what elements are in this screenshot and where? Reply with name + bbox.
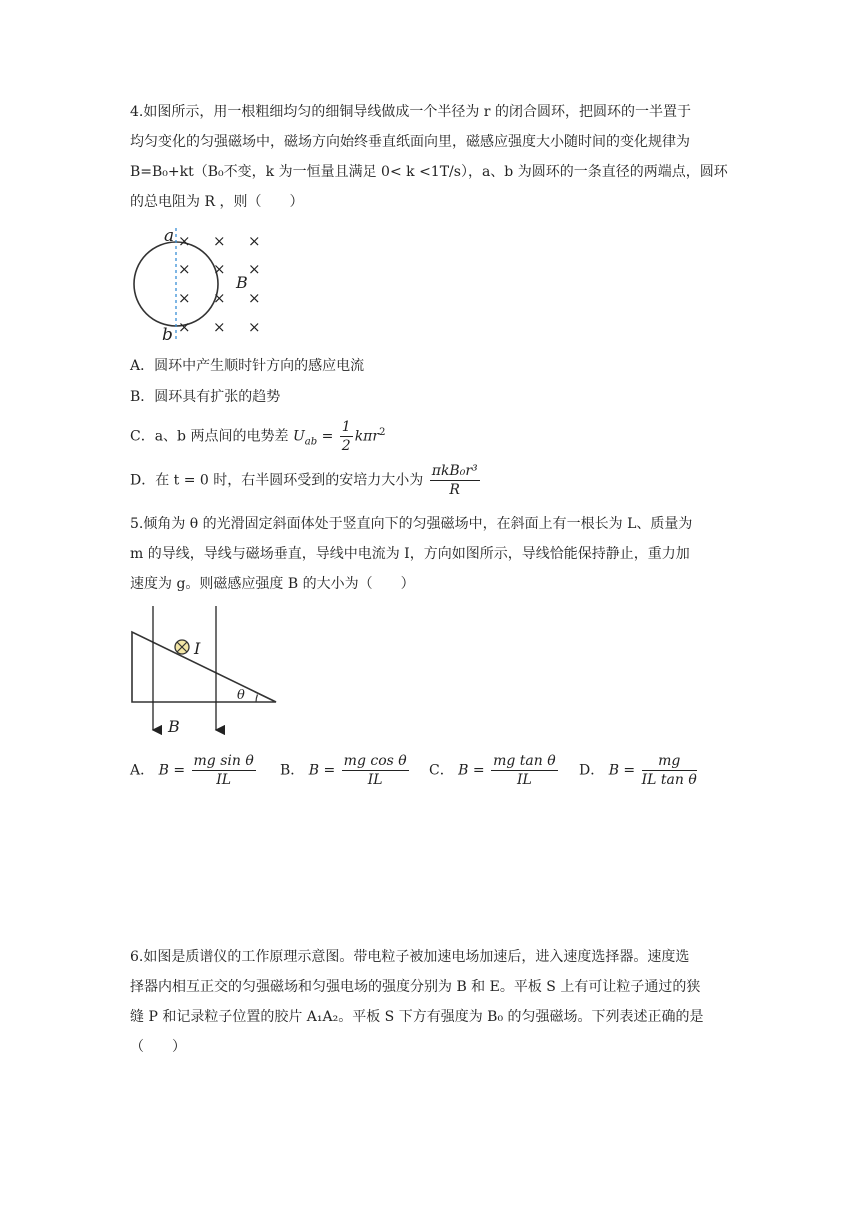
- question-6-line-1: 6.如图是质谱仪的工作原理示意图。带电粒子被加速电场加速后，进入速度选择器。速度选: [130, 949, 690, 965]
- option-fraction: [192, 752, 256, 789]
- question-4-figure: [126, 222, 276, 346]
- question-4-line-3: B=B₀+kt（B₀不变，k 为一恒量且满足 0< k <1T/s），a、b 为圆环的一条直径的两端点，圆环: [130, 164, 728, 180]
- option-lhs: B =: [158, 762, 186, 779]
- cross-mark: ×: [248, 289, 261, 307]
- option-letter: A．: [130, 762, 155, 779]
- magnetic-field-crosses: [178, 232, 261, 336]
- label-field-B: B: [168, 717, 180, 736]
- q4-option-c-sup: 2: [379, 426, 386, 438]
- option-letter: B．: [280, 762, 305, 779]
- fraction-denominator: IL: [216, 772, 232, 788]
- q5-option-d: [579, 752, 699, 789]
- fraction-numerator: mg: [642, 752, 697, 771]
- fraction-numerator: mg tan θ: [493, 753, 556, 769]
- q5-option-c: [429, 752, 560, 789]
- question-6-stem: [130, 942, 730, 1062]
- question-4-stem: [130, 97, 730, 217]
- question-4-line-1: 4.如图所示，用一根粗细均匀的细铜导线做成一个半径为 r 的闭合圆环，把圆环的一半置于: [130, 104, 691, 120]
- cross-mark: ×: [213, 289, 226, 307]
- question-6-line-3: 缝 P 和记录粒子位置的胶片 A₁A₂。平板 S 下方有强度为 B₀ 的匀强磁场。下列表述正确的是: [130, 1009, 704, 1025]
- q4-option-b: B．圆环具有扩张的趋势: [130, 389, 281, 405]
- cross-mark: ×: [178, 260, 191, 278]
- q4-option-c-sub: ab: [304, 436, 318, 448]
- q4-option-d-prefix: D．在 t = 0 时，右半圆环受到的安培力大小为: [130, 472, 424, 489]
- fraction-denominator: IL: [516, 772, 532, 788]
- cross-mark: ×: [213, 232, 226, 250]
- label-field-B: B: [236, 273, 248, 292]
- question-4-line-4: 的总电阻为 R ，则（ ）: [130, 194, 304, 210]
- fraction-denominator: IL tan θ: [641, 772, 697, 788]
- q4-option-c-prefix: C．a、b 两点间的电势差: [130, 428, 289, 445]
- cross-mark: ×: [213, 260, 226, 278]
- q4-option-a: A．圆环中产生顺时针方向的感应电流: [130, 358, 365, 374]
- option-lhs: B =: [308, 762, 336, 779]
- cross-mark: ×: [248, 318, 261, 336]
- cross-mark: ×: [213, 318, 226, 336]
- label-theta: θ: [237, 688, 245, 703]
- angle-arc: [256, 695, 258, 703]
- question-5-line-2: m 的导线，导线与磁场垂直，导线中电流为 I，方向如图所示，导线恰能保持静止，重力加: [130, 546, 690, 562]
- q4-option-c: [130, 418, 385, 455]
- fraction-numerator: mg sin θ: [193, 753, 254, 769]
- q5-option-b: [280, 752, 411, 789]
- cross-mark: ×: [178, 318, 191, 336]
- fraction-numerator: 1: [341, 419, 351, 435]
- option-lhs: B =: [608, 762, 636, 779]
- fraction-numerator: mg cos θ: [343, 753, 407, 769]
- current-into-page-icon: [175, 640, 189, 654]
- q4-option-d-fraction: [430, 462, 480, 499]
- question-6-line-4: （ ）: [130, 1039, 186, 1055]
- cross-mark: ×: [178, 289, 191, 307]
- q4-option-c-fraction: [340, 418, 353, 455]
- option-fraction: [491, 752, 558, 789]
- option-fraction: [342, 752, 409, 789]
- question-6-line-2: 择器内相互正交的匀强磁场和匀强电场的强度分别为 B 和 E。平板 S 上有可让粒子通过的狭: [130, 979, 701, 995]
- label-current-I: I: [194, 639, 201, 658]
- cross-mark: ×: [248, 260, 261, 278]
- fraction-denominator: R: [449, 482, 460, 498]
- option-letter: C．: [429, 762, 454, 779]
- q4-option-c-lhs: U: [292, 428, 305, 445]
- q4-option-c-eq: =: [321, 428, 334, 445]
- fraction-denominator: IL: [367, 772, 383, 788]
- question-5-figure: [126, 604, 286, 740]
- q4-option-d: [130, 462, 482, 499]
- question-5-stem: [130, 509, 730, 599]
- question-4-line-2: 均匀变化的匀强磁场中，磁场方向始终垂直纸面向里，磁感应强度大小随时间的变化规律为: [130, 134, 690, 150]
- label-a: a: [164, 226, 175, 246]
- question-5-line-3: 速度为 g。则磁感应强度 B 的大小为（ ）: [130, 576, 415, 592]
- option-lhs: B =: [458, 762, 485, 779]
- cross-mark: ×: [178, 232, 191, 250]
- option-fraction: [642, 752, 697, 789]
- q4-option-c-rhs: kπr: [354, 428, 380, 445]
- fraction-denominator: 2: [341, 438, 351, 454]
- label-b: b: [162, 325, 173, 345]
- option-letter: D．: [579, 762, 605, 779]
- q5-option-a: [130, 752, 258, 789]
- fraction-numerator: πkB₀r³: [431, 463, 478, 479]
- question-5-line-1: 5.倾角为 θ 的光滑固定斜面体处于竖直向下的匀强磁场中，在斜面上有一根长为 L、质量为: [130, 516, 693, 532]
- cross-mark: ×: [248, 232, 261, 250]
